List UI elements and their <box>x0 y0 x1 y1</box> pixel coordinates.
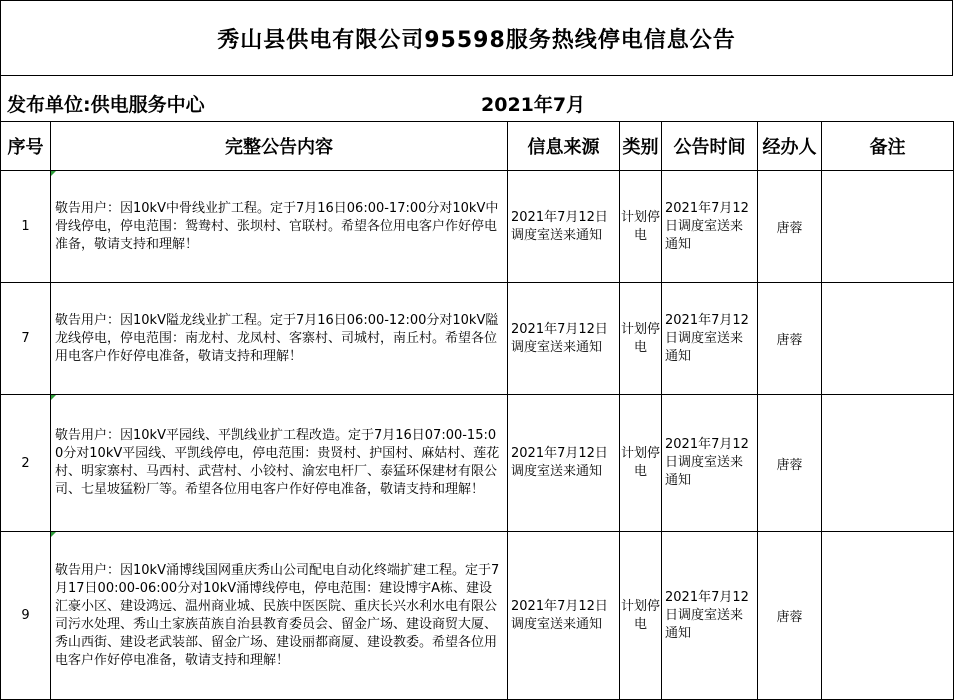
cell-time[interactable] <box>662 395 758 532</box>
table-row <box>1 171 954 283</box>
header-time[interactable]: 公告时间 <box>662 122 758 171</box>
cell-type[interactable] <box>620 283 662 395</box>
type-text: 计划停电 <box>620 209 660 243</box>
page-title: 秀山县供电有限公司95598服务热线停电信息公告 <box>0 0 953 76</box>
header-agent[interactable]: 经办人 <box>758 122 822 171</box>
cell-comment-marker <box>51 171 56 176</box>
cell-source[interactable] <box>508 395 620 532</box>
header-type[interactable]: 类别 <box>620 122 662 171</box>
table-row <box>1 283 954 395</box>
source-text: 2021年7月12日调度室送来通知 <box>511 321 608 355</box>
cell-content[interactable] <box>51 532 508 700</box>
time-text: 2021年7月12日调度室送来通知 <box>665 200 749 252</box>
cell-content[interactable] <box>51 395 508 532</box>
cell-note[interactable] <box>822 283 954 395</box>
content-text: 敬告用户：因10kV涌博线国网重庆秀山公司配电自动化终端扩建工程。定于7月17日00:00-06:00分对10kV涌博线停电，停电范围：建设博宇A栋、建设汇豪小区、建设鸿远、温州商业城、民族中医医院、重庆长兴水利水电有限公司污水处理、秀山土家族苗族自治县教育委员会、留金广场、建设商贸大厦、秀山西街、建设老武装部、留金广场、建设丽都商厦、建设教委。希望各位用电客户作好停电准备，敬请支持和理解！ <box>55 562 500 668</box>
publisher-label: 发布单位:供电服务中心 <box>7 94 205 116</box>
period-label: 2021年7月 <box>481 94 586 116</box>
content-text: 敬告用户：因10kV隘龙线业扩工程。定于7月16日06:00-12:00分对10kV隘龙线停电，停电范围：南龙村、龙凤村、客寨村、司城村，南丘村。希望各位用电客户作好停电准备，敬请支持和理解！ <box>55 312 499 364</box>
table-row <box>1 532 954 700</box>
cell-time[interactable] <box>662 283 758 395</box>
cell-type[interactable] <box>620 171 662 283</box>
cell-source[interactable] <box>508 532 620 700</box>
cell-note[interactable] <box>822 532 954 700</box>
header-note[interactable]: 备注 <box>822 122 954 171</box>
cell-agent[interactable]: 唐蓉 <box>758 171 822 283</box>
time-text: 2021年7月12日调度室送来通知 <box>665 312 749 364</box>
cell-no[interactable]: 1 <box>1 171 51 283</box>
notice-table <box>0 121 954 700</box>
time-text: 2021年7月12日调度室送来通知 <box>665 437 749 488</box>
type-text: 计划停电 <box>620 446 660 479</box>
source-text: 2021年7月12日调度室送来通知 <box>511 446 608 479</box>
cell-type[interactable] <box>620 532 662 700</box>
table-row <box>1 395 954 532</box>
cell-source[interactable] <box>508 283 620 395</box>
cell-time[interactable] <box>662 171 758 283</box>
cell-note[interactable] <box>822 171 954 283</box>
cell-source[interactable] <box>508 171 620 283</box>
source-text: 2021年7月12日调度室送来通知 <box>511 209 608 243</box>
publisher-row <box>0 76 953 121</box>
cell-no[interactable]: 2 <box>1 395 51 532</box>
header-row <box>1 122 954 171</box>
header-no[interactable]: 序号 <box>1 122 51 171</box>
cell-no[interactable]: 9 <box>1 532 51 700</box>
cell-agent[interactable]: 唐蓉 <box>758 395 822 532</box>
cell-comment-marker <box>51 395 56 400</box>
cell-agent[interactable]: 唐蓉 <box>758 532 822 700</box>
time-text: 2021年7月12日调度室送来通知 <box>665 589 749 641</box>
cell-agent[interactable]: 唐蓉 <box>758 283 822 395</box>
header-source[interactable]: 信息来源 <box>508 122 620 171</box>
cell-note[interactable] <box>822 395 954 532</box>
content-text: 敬告用户：因10kV中骨线业扩工程。定于7月16日06:00-17:00分对10kV中骨线停电，停电范围：鸳鸯村、张坝村、官联村。希望各位用电客户作好停电准备，敬请支持和理解！ <box>55 200 499 252</box>
type-text: 计划停电 <box>620 598 660 632</box>
cell-comment-marker <box>51 532 56 537</box>
type-text: 计划停电 <box>620 321 660 355</box>
source-text: 2021年7月12日调度室送来通知 <box>511 598 608 632</box>
header-content[interactable]: 完整公告内容 <box>51 122 508 171</box>
cell-time[interactable] <box>662 532 758 700</box>
cell-content[interactable] <box>51 283 508 395</box>
content-text: 敬告用户：因10kV平园线、平凯线业扩工程改造。定于7月16日07:00-15:00分对10kV平园线、平凯线停电，停电范围：贵贤村、护国村、麻姑村、莲花村、明家寨村、马西村、武营村、小铰村、渝宏电杆厂、泰猛环保建材有限公司、七星坡猛粉厂等。希望各位用电客户作好停电准备，敬请支持和理解！ <box>55 428 500 497</box>
cell-no[interactable]: 7 <box>1 283 51 395</box>
cell-content[interactable] <box>51 171 508 283</box>
cell-type[interactable] <box>620 395 662 532</box>
